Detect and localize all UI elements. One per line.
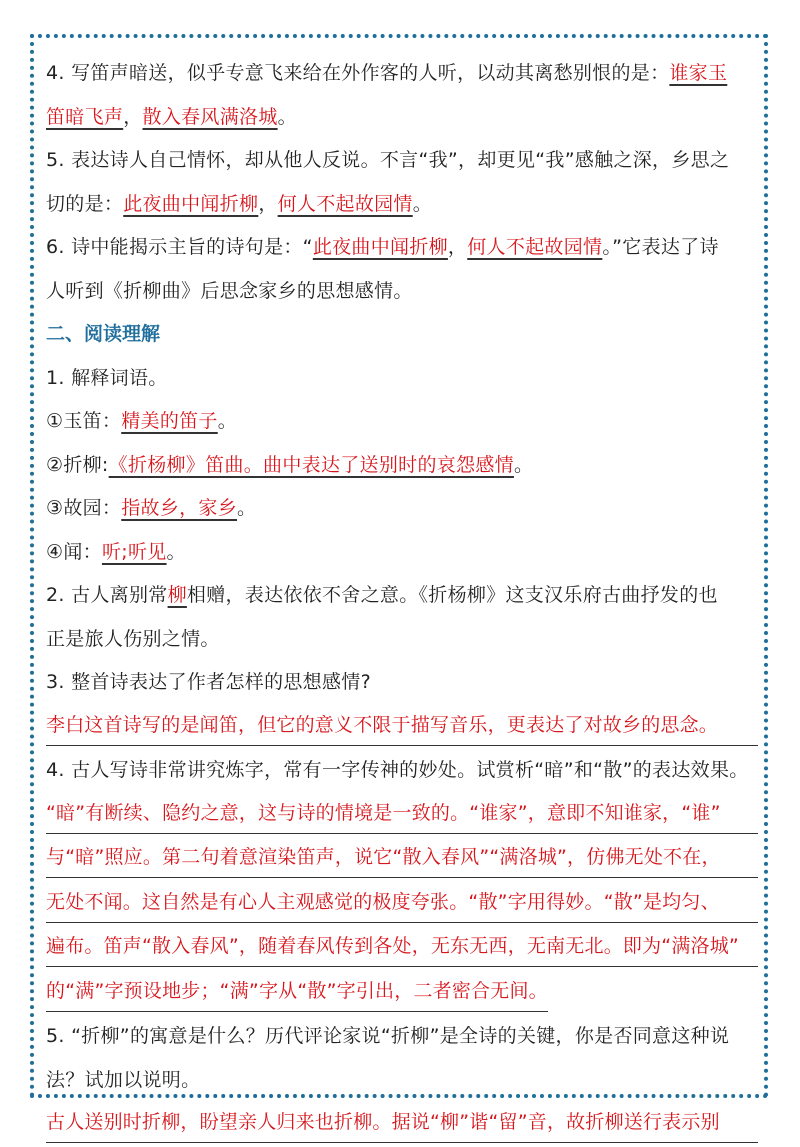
answer-text: 柳 <box>167 584 187 606</box>
period: 。 <box>237 497 257 519</box>
question-5: 5. 表达诗人自己情怀，却从他人反说。不言“我”，却更见“我”感触之深，乡思之 <box>46 149 730 171</box>
term-label: ②折柳: <box>46 453 109 476</box>
question-5-line2 <box>46 183 758 227</box>
term-item <box>46 531 758 575</box>
term-label: ④闻： <box>46 540 102 563</box>
answer-text: 精美的笛子 <box>121 410 218 432</box>
term-item <box>46 444 758 488</box>
separator: ， <box>258 192 278 215</box>
answer-line: 遍布。笛声“散入春风”，随着春风传到各处，无东无西，无南无北。即为“满洛城” <box>46 926 758 967</box>
answer-line: 古人送别时折柳，盼望亲人归来也折柳。据说“柳”谐“留”音，故折柳送行表示别 <box>46 1102 758 1143</box>
answer-text: 指故乡，家乡 <box>121 497 238 519</box>
question-text: 相赠，表达依依不舍之意。《折杨柳》这支汉乐府古曲抒发的也 <box>186 584 718 606</box>
answer-text: 此夜曲中闻折柳 <box>123 192 259 215</box>
question-text: 切的是： <box>46 192 124 215</box>
answer-text: 《折杨柳》笛曲。曲中表达了送别时的哀怨感情 <box>108 453 514 476</box>
period: 。 <box>513 453 534 476</box>
answer-text: 此夜曲中闻折柳 <box>312 236 448 258</box>
period: 。 <box>166 540 186 563</box>
question-text: 6. 诗中能揭示主旨的诗句是：“ <box>46 236 313 258</box>
question-6 <box>46 226 758 270</box>
question-4: 4. 古人写诗非常讲究炼字，常有一字传神的妙处。试赏析“暗”和“散”的表达效果。 <box>46 759 749 781</box>
term-label: ③故园： <box>46 497 122 519</box>
answer-line: 李白这首诗写的是闻笛，但它的意义不限于描写音乐，更表达了对故乡的思念。 <box>46 705 758 746</box>
question-4 <box>46 52 758 96</box>
answer-line: 与“暗”照应。第二句着意渲染笛声，说它“散入春风”“满洛城”，仿佛无处不在， <box>46 837 758 878</box>
answer-line: “暗”有断续、隐约之意，这与诗的情境是一致的。“谁家”，意即不知谁家，“谁” <box>46 793 758 834</box>
question-2 <box>46 574 758 618</box>
answer-text: 散入春风满洛城 <box>142 105 278 128</box>
term-label: ①玉笛： <box>46 410 122 432</box>
question-4-line2 <box>46 96 758 140</box>
separator: ， <box>447 236 468 258</box>
question-2-line2: 正是旅人伤别之情。 <box>46 627 220 650</box>
question-3: 3. 整首诗表达了作者怎样的思想感情? <box>46 671 371 693</box>
answer-text: 何人不起故园情 <box>467 236 603 258</box>
answer-text: 何人不起故园情 <box>277 192 413 215</box>
period: 。 <box>217 410 238 432</box>
period: 。 <box>412 192 433 215</box>
question-6-line2: 人听到《折柳曲》后思念家乡的思想感情。 <box>46 279 413 302</box>
term-item <box>46 487 758 531</box>
period: 。 <box>277 105 297 128</box>
document-body <box>46 52 758 1147</box>
question-5-line2: 法？试加以说明。 <box>46 1068 201 1091</box>
question-5: 5. “折柳”的寓意是什么？历代评论家说“折柳”是全诗的关键，你是否同意这种说 <box>46 1025 730 1047</box>
answer-text: 听;听见 <box>101 540 167 563</box>
question-1-title: 1. 解释词语。 <box>46 366 168 389</box>
answer-line: 的“满”字预设地步；“满”字从“散”字引出，二者密合无间。 <box>46 971 548 1012</box>
question-text: 。”它表达了诗 <box>602 236 719 258</box>
answer-text: 笛暗飞声 <box>46 105 124 128</box>
question-text: 4. 写笛声暗送，似乎专意飞来给在外作客的人听，以动其离愁别恨的是： <box>46 62 670 84</box>
section-heading: 二、阅读理解 <box>46 323 161 345</box>
answer-line: 无处不闻。这自然是有心人主观感觉的极度夸张。“散”字用得妙。“散”是均匀、 <box>46 882 758 923</box>
answer-text: 谁家玉 <box>669 62 728 84</box>
term-item <box>46 400 758 444</box>
question-text: 2. 古人离别常 <box>46 584 168 606</box>
separator: ， <box>123 105 143 128</box>
